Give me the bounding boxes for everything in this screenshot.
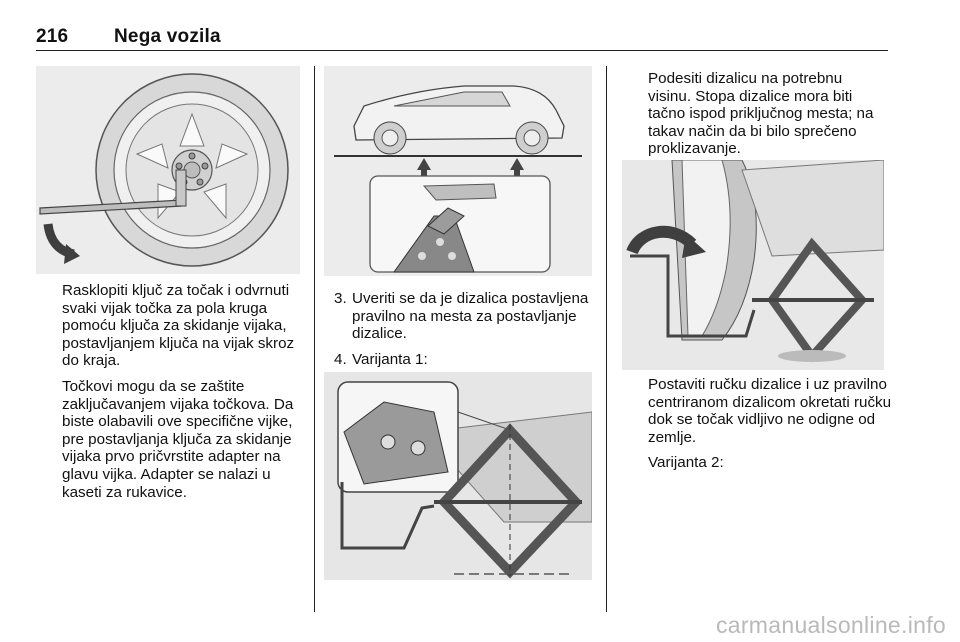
adjust-jack-paragraph: Podesiti dizalicu na potrebnu visinu. Stopa dizalice mora biti tačno ispod priključnog mesta; na takav način da bi bilo sprečeno proklizavanje. bbox=[648, 70, 874, 158]
step-4 bbox=[334, 351, 592, 369]
locking-bolts-paragraph: Točkovi mogu da se zaštite zaključavanjem vijaka točkova. Da biste olabavili ove specifične vijke, pre postavljanja ključa za skidanje vijaka prvo pričvrstite adapter na glavu vijka. Adapter se nalazi u kaseti za rukavice. bbox=[62, 377, 294, 501]
loosen-bolts-paragraph: Rasklopiti ključ za točak i odvrnuti svaki vijak točka za pola kruga pomoću ključa za skidanje vijaka, postavljanjem ključa na vijak skroz do kraja. bbox=[62, 282, 295, 370]
watermark: carmanualsonline.info bbox=[715, 612, 946, 638]
jack-handle-illustration bbox=[622, 160, 884, 370]
page-number: 216 bbox=[36, 26, 69, 47]
car-jacking-points-illustration bbox=[324, 66, 592, 276]
page-title: Nega vozila bbox=[114, 26, 221, 47]
page-header bbox=[36, 26, 221, 48]
step-3-text: Uveriti se da je dizalica postavljena pravilno na mesta za postavljanje dizalice. bbox=[352, 290, 589, 343]
wheel-wrench-illustration bbox=[36, 66, 300, 274]
header-rule bbox=[36, 50, 888, 51]
turn-handle-paragraph: Postaviti ručku dizalice i uz pravilno centriranom dizalicom okretati ručku dok se točak vidljivo ne odigne od zemlje. bbox=[648, 376, 892, 446]
column-3-text-top bbox=[648, 70, 888, 166]
step-3-number: 3. bbox=[334, 290, 347, 307]
step-4-text: Varijanta 1: bbox=[352, 350, 428, 368]
column-divider-left bbox=[314, 66, 315, 612]
step-3 bbox=[334, 290, 592, 343]
column-divider-right bbox=[606, 66, 607, 612]
step-4-number: 4. bbox=[334, 350, 347, 368]
column-2-text bbox=[334, 290, 592, 368]
column-3-text-bottom bbox=[648, 376, 892, 480]
column-1-text bbox=[62, 282, 304, 509]
variant-2-label: Varijanta 2: bbox=[648, 454, 724, 472]
jack-variant-1-illustration bbox=[324, 372, 592, 580]
